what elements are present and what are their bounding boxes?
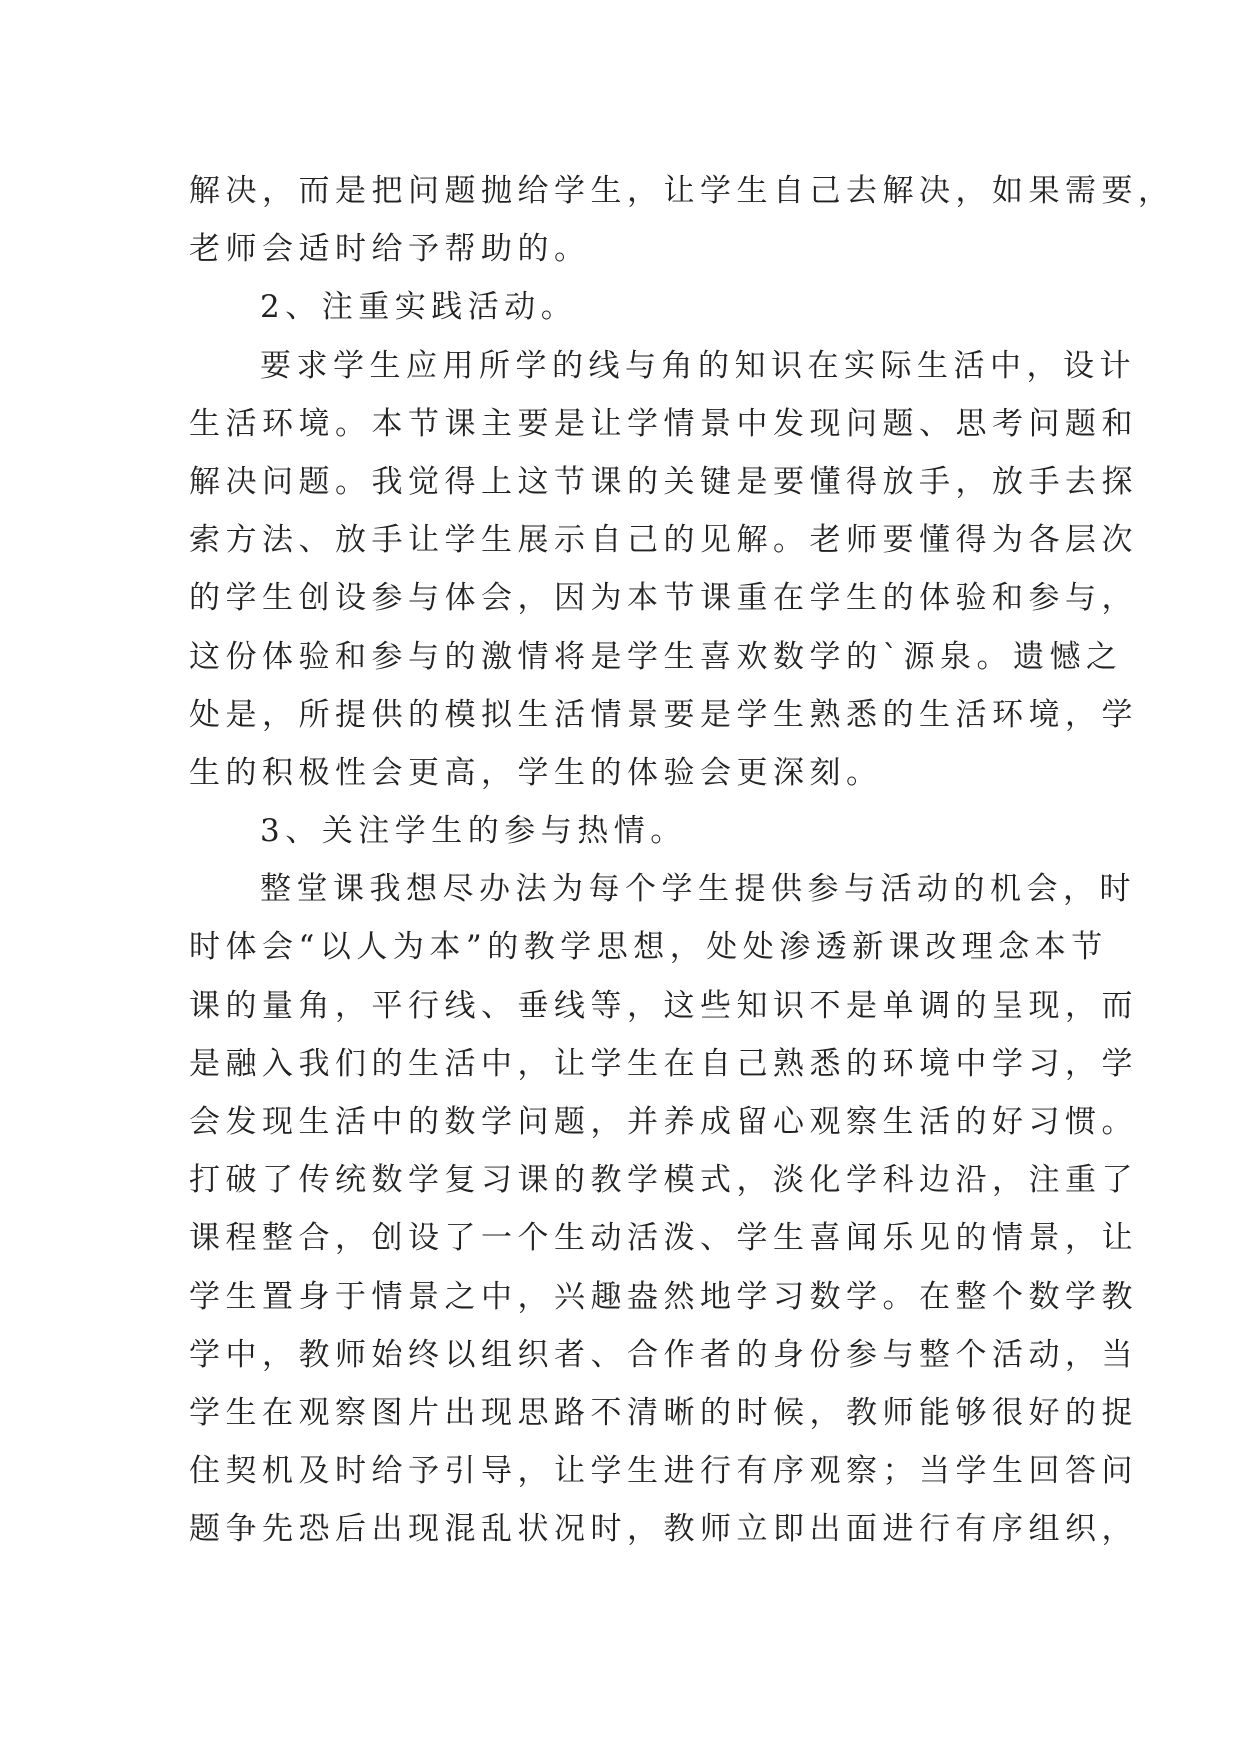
text-line-20: 学生置身于情景之中，兴趣盎然地学习数学。在整个数学教: [189, 1278, 1138, 1315]
text-line-18: 打破了传统数学复习课的教学模式，淡化学科边沿，注重了: [189, 1162, 1138, 1199]
text-line-24: 题争先恐后出现混乱状况时，教师立即出面进行有序组织，: [189, 1511, 1138, 1548]
section-heading-3: 3、关注学生的参与热情。: [260, 813, 687, 850]
text-line-1: 解决，而是把问题抛给学生，让学生自己去解决，如果需要，: [189, 173, 1175, 209]
text-line-15: 课的量角，平行线、垂线等，这些知识不是单调的呈现，而: [189, 987, 1138, 1024]
text-line-8: 的学生创设参与体会，因为本节课重在学生的体验和参与，: [189, 580, 1138, 617]
text-line-23: 住契机及时给予引导，让学生进行有序观察；当学生回答问: [189, 1453, 1138, 1490]
text-line-7: 索方法、放手让学生展示自己的见解。老师要懂得为各层次: [189, 522, 1138, 559]
text-line-16: 是融入我们的生活中，让学生在自己熟悉的环境中学习，学: [189, 1045, 1138, 1082]
text-line-19: 课程整合，创设了一个生动活泼、学生喜闻乐见的情景，让: [189, 1220, 1138, 1257]
text-line-2: 老师会适时给予帮助的。: [189, 231, 591, 268]
text-line-14: 时体会“以人为本”的教学思想，处处渗透新课改理念本节: [189, 929, 1108, 966]
text-line-22: 学生在观察图片出现思路不清晰的时候，教师能够很好的捉: [189, 1394, 1138, 1431]
text-line-13: 整堂课我想尽办法为每个学生提供参与活动的机会，时: [260, 871, 1136, 908]
text-line-21: 学中，教师始终以组织者、合作者的身份参与整个活动，当: [189, 1336, 1138, 1373]
section-heading-2: 2、注重实践活动。: [260, 289, 578, 326]
text-line-10: 处是，所提供的模拟生活情景要是学生熟悉的生活环境，学: [189, 696, 1138, 733]
text-line-11: 生的积极性会更高，学生的体验会更深刻。: [189, 754, 883, 791]
text-line-4: 要求学生应用所学的线与角的知识在实际生活中，设计: [260, 347, 1136, 384]
text-line-17: 会发现生活中的数学问题，并养成留心观察生活的好习惯。: [189, 1104, 1138, 1140]
text-line-6: 解决问题。我觉得上这节课的关键是要懂得放手，放手去探: [189, 463, 1138, 500]
text-line-5: 生活环境。本节课主要是让学情景中发现问题、思考问题和: [189, 405, 1138, 442]
text-line-9: 这份体验和参与的激情将是学生喜欢数学的`源泉。遗憾之: [189, 638, 1123, 675]
document-body: [189, 162, 1175, 1559]
